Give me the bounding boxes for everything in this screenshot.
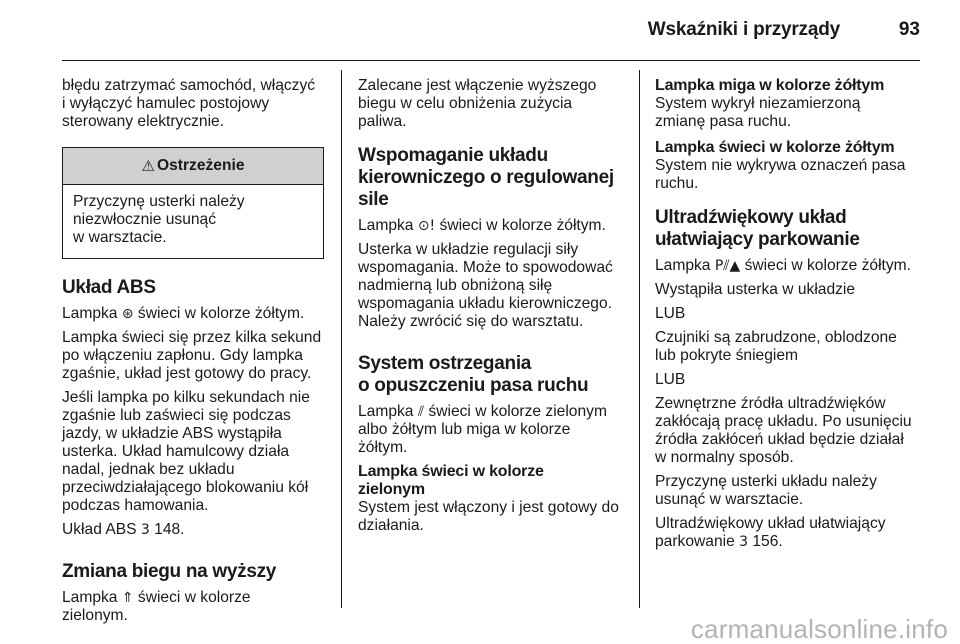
column-1 [62, 77, 324, 631]
lane-blink-heading: Lampka miga w kolorze żółtym [655, 77, 885, 94]
watermark: carmanualsonline.info [690, 614, 948, 644]
lane-green-text: System jest włączony i jest gotowy do działania. [358, 499, 619, 534]
lane-lamp-text: Lampka ⫽ świeci w kolorze zielonym albo żółtym lub miga w kolorze żółtym. [358, 403, 607, 456]
warning-header [63, 148, 323, 185]
lane-yellow-heading: Lampka świeci w kolorze żółtym [655, 139, 895, 156]
parking-reference: Ultradźwiękowy układ ułatwiający parkowanie 3 156. [655, 515, 886, 550]
abs-lamp-text: Lampka ⊛ świeci w kolorze żółtym. [62, 305, 305, 322]
lane-heading: System ostrzegania o opuszczeniu pasa ruchu [358, 353, 589, 396]
lane-departure-icon: ⫽ [417, 404, 425, 420]
lane-blink-section [655, 77, 923, 131]
lane-green-section [358, 463, 624, 535]
abs-warning-icon: ⊛ [121, 306, 134, 322]
parking-interference-text: Zewnętrzne źródła ultradźwięków zakłócają pracę układu. Po usunięciu źródła zakłóceń układ będzie działał w normalny sposób. [655, 395, 912, 466]
lane-green-heading: Lampka świeci w kolorze zielonym [358, 463, 544, 498]
parking-assist-icon: P⫽▲ [714, 258, 741, 274]
page-number: 93 [898, 19, 920, 40]
upshift-icon: ⇑ [121, 590, 134, 606]
abs-paragraph-3: Jeśli lampka po kilku sekundach nie zgaśnie lub zaświeci się podczas jazdy, w układzie ABS wystąpiła usterka. Układ hamulcowy działa nadal, jednak bez układu przeciwdziałającego blokowaniu kół podczas hamowania. [62, 389, 310, 514]
column-divider-2 [639, 70, 640, 608]
abs-reference: Układ ABS 3 148. [62, 521, 185, 538]
gear-lamp-text: Lampka ⇑ świeci w kolorze zielonym. [62, 589, 251, 624]
steering-warning-icon: ⊙! [417, 218, 436, 234]
page-reference-icon: 3 [140, 522, 150, 538]
gear-heading: Zmiana biegu na wyższy [62, 561, 277, 582]
steering-lamp-text: Lampka ⊙! świeci w kolorze żółtym. [358, 217, 606, 234]
column-divider-1 [341, 70, 342, 608]
parking-fault-text: Wystąpiła usterka w układzie [655, 281, 856, 298]
col1-intro: błędu zatrzymać samochód, włączyć i wyłączyć hamulec postojowy sterowany elektrycznie. [62, 77, 316, 130]
column-2 [358, 77, 624, 543]
parking-lamp-text: Lampka P⫽▲ świeci w kolorze żółtym. [655, 257, 911, 274]
lane-yellow-section [655, 139, 923, 193]
column-3 [655, 77, 923, 557]
steering-heading: Wspomaganie układu kierowniczego o regulowanej sile [358, 145, 614, 210]
abs-paragraph-2: Lampka świeci się przez kilka sekund po włączeniu zapłonu. Gdy lampka zgaśnie, układ jest gotowy do pracy. [62, 329, 322, 382]
parking-heading: Ultradźwiękowy układ ułatwiający parkowanie [655, 207, 860, 250]
warning-box [62, 147, 324, 259]
lane-blink-text: System wykrył niezamierzoną zmianę pasa ruchu. [655, 95, 861, 130]
steering-paragraph-2: Usterka w układzie regulacji siły wspomagania. Może to spowodować nadmierną lub obniżoną siłę wspomagania układu kierowniczego. Należy zwrócić się do warsztatu. [358, 241, 613, 330]
parking-or-1: LUB [655, 305, 686, 322]
parking-or-2: LUB [655, 371, 686, 388]
warning-title: Ostrzeżenie [156, 157, 245, 174]
lane-yellow-text: System nie wykrywa oznaczeń pasa ruchu. [655, 157, 906, 192]
col2-intro: Zalecane jest włączenie wyższego biegu w celu obniżenia zużycia paliwa. [358, 77, 597, 130]
abs-heading: Układ ABS [62, 277, 156, 298]
parking-sensors-text: Czujniki są zabrudzone, oblodzone lub pokryte śniegiem [655, 329, 897, 364]
warning-triangle-icon: ⚠ [141, 157, 155, 175]
page-reference-icon: 3 [739, 534, 749, 550]
page-header [62, 0, 920, 61]
parking-repair-text: Przyczynę usterki układu należy usunąć w warsztacie. [655, 473, 877, 508]
page-title: Wskaźniki i przyrządy [647, 19, 840, 40]
warning-body: Przyczynę usterki należy niezwłocznie usunąć w warsztacie. [73, 193, 245, 246]
